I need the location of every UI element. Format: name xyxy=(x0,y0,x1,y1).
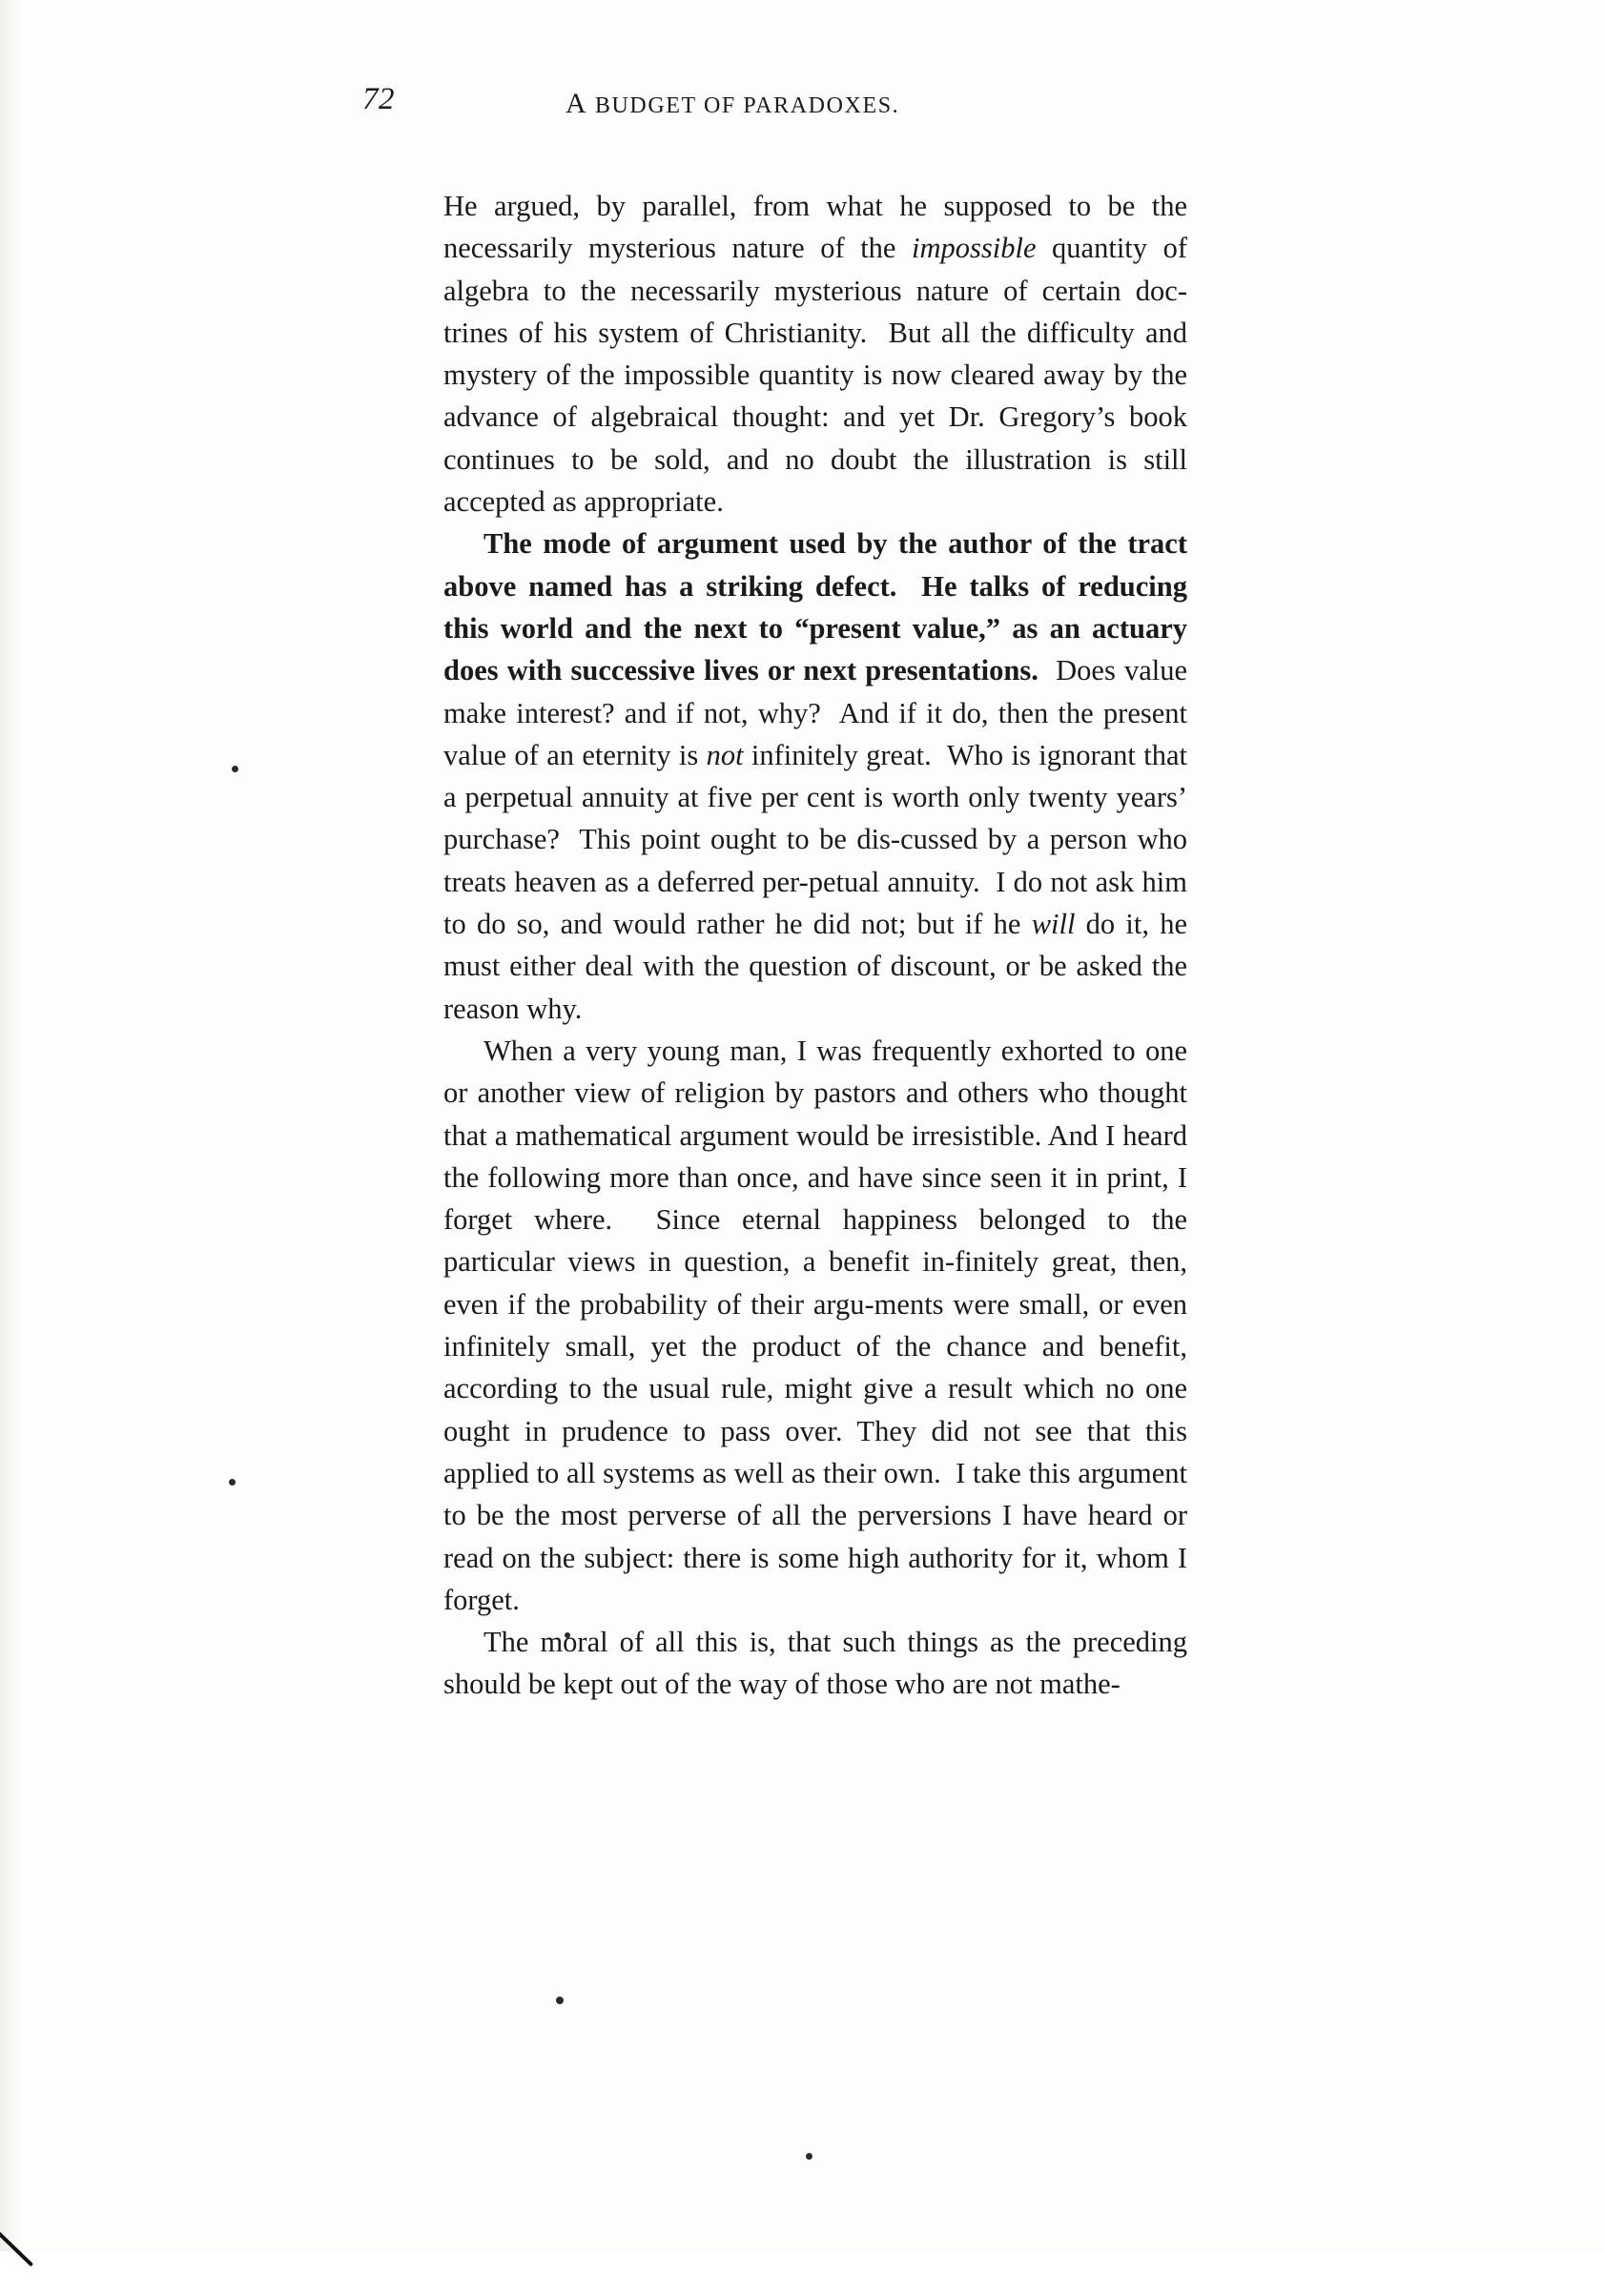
ink-speck xyxy=(232,766,238,772)
ink-speck xyxy=(229,1479,236,1486)
body-text xyxy=(443,185,1187,1706)
paragraph-1: He argued, by parallel, from what he supposed to be the necessarily mysterious nature of the impossible quantity of algebra to the necessarily mysterious nature of certain doc-trines of his system of Christianity. But all the difficulty and mystery of the impossible quantity is now cleared away by the advance of algebraical thought: and yet Dr. Gregory’s book continues to be sold, and no doubt the illustration is still accepted as appropriate. xyxy=(443,190,1187,519)
italic-not: not xyxy=(706,738,744,771)
running-head-rest: BUDGET OF PARADOXES. xyxy=(587,93,900,118)
paragraph-2-continuation: Does value make interest? and if not, why? And if it do, then the present value of an eternity is not infinitely great. Who is ignorant that a perpetual annuity at five per cent is worth only twenty years’ purchase? This point ought to be dis-cussed by a person who treats heaven as a deferred per-petual annuity. I do not ask him to do so, and would rather he did not; but if he will do it, he must either deal with the question of discount, or be asked the reason why. xyxy=(443,654,1188,1025)
ink-speck xyxy=(556,1997,564,2004)
italic-will: will xyxy=(1031,908,1076,941)
paragraph-2: The mode of argument used by the author of the tract above named has a striking defect. He talks of reducing this world and the next to “present value,” as an actuary does with successive lives or next presentations. Does value make interest? and if not, why? And if it do, then the present value of an eternity is not infinitely great. Who is ignorant that a perpetual annuity at five per cent is worth only twenty years’ purchase? This point ought to be dis-cussed by a person who treats heaven as a deferred per-petual annuity. I do not ask him to do so, and would rather he did not; but if he will do it, he must either deal with the question of discount, or be asked the reason why. xyxy=(443,527,1188,1025)
scan-left-edge-shadow xyxy=(0,0,21,2251)
paragraph-4: The moral of all this is, that such things as the preceding should be kept out of the way of those who are not mathe- xyxy=(443,1626,1187,1701)
ink-speck xyxy=(806,2153,812,2160)
text-column xyxy=(362,82,1188,1706)
running-head-title xyxy=(566,88,899,120)
running-head xyxy=(362,82,1187,137)
running-head-initial: A xyxy=(566,88,588,119)
italic-impossible: impossible xyxy=(912,232,1037,265)
page-number: 72 xyxy=(362,82,395,116)
paragraph-3: When a very young man, I was frequently exhorted to one or another view of religion by pastors and others who thought that a mathematical argument would be irresistible. And I heard the following more than once, and have since seen it in print, I forget where. Since eternal happiness belonged to the particular views in question, a benefit in-finitely great, then, even if the probability of their argu-ments were small, or even infinitely small, yet the product of the chance and benefit, according to the usual rule, might give a result which no one ought in prudence to pass over. They did not see that this applied to all systems as well as their own. I take this argument to be the most perverse of all the perversions I have heard or read on the subject: there is some high authority for it, whom I forget. xyxy=(443,1034,1187,1616)
